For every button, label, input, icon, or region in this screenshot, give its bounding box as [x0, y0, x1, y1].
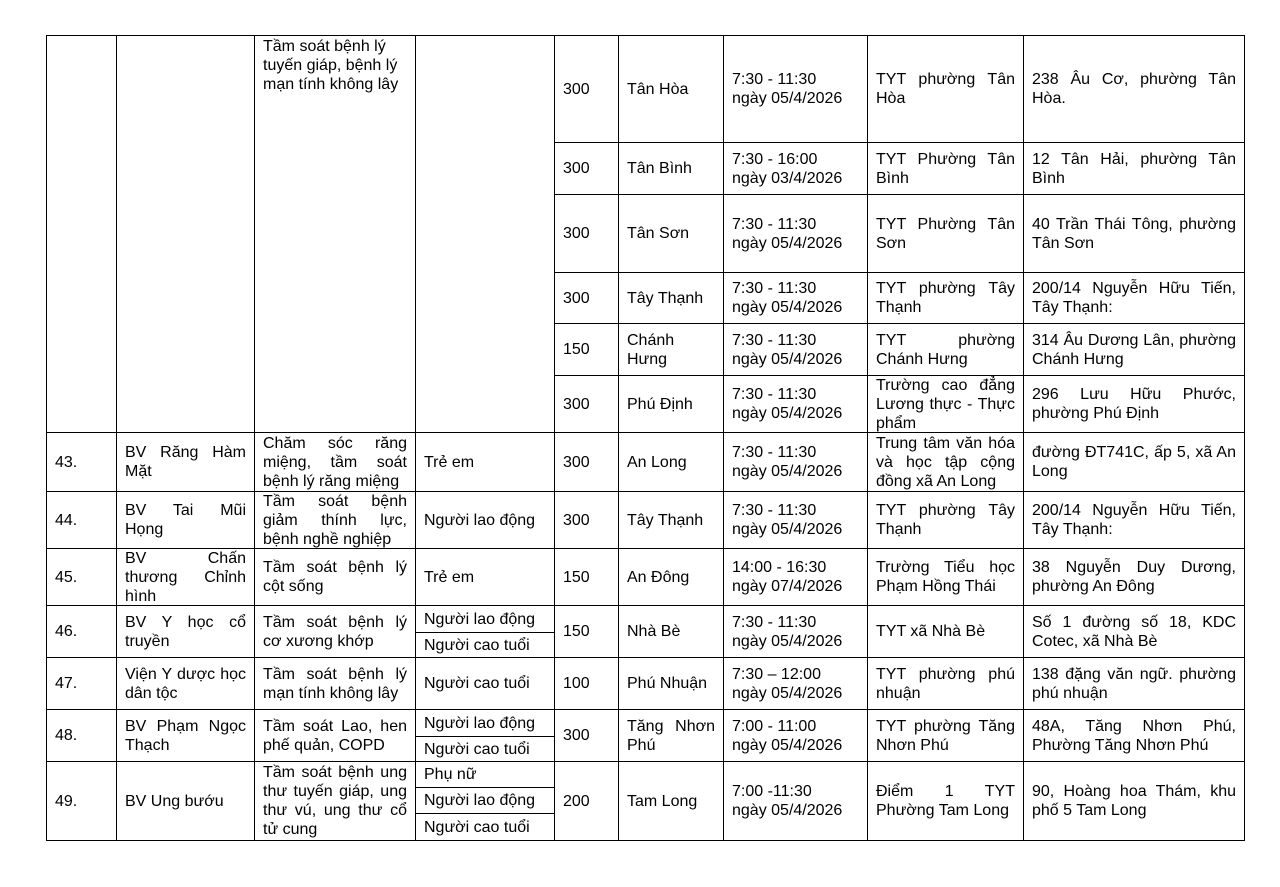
- time-cell-line: 7:30 - 11:30: [732, 280, 817, 297]
- time-cell-line: ngày 05/4/2026: [732, 736, 843, 754]
- target-group-cell-line: Người cao tuổi: [424, 818, 530, 836]
- ward-cell-line: Tăng Nhơn: [627, 717, 715, 735]
- service-cell-line: phế quản, COPD: [263, 736, 385, 754]
- ward-cell: [619, 433, 723, 491]
- unit-cell-line: BV Phạm Ngọc: [125, 717, 246, 735]
- address-cell: [1024, 606, 1244, 657]
- address-cell-line: phường An Đông: [1032, 578, 1155, 595]
- service-cell: [255, 658, 415, 709]
- time-cell-line: 14:00 - 16:30: [732, 559, 827, 576]
- time-cell-line: ngày 05/4/2026: [732, 350, 843, 368]
- address-cell-line: 200/14 Nguyễn Hữu Tiến,: [1032, 502, 1236, 519]
- quantity-cell: [555, 606, 618, 657]
- time-cell: [724, 710, 867, 761]
- row-number-cell-line: 49.: [55, 792, 78, 810]
- ward-cell: [619, 273, 723, 323]
- ward-cell-line: Tây Thạnh: [627, 289, 704, 307]
- time-cell-line: ngày 05/4/2026: [732, 299, 843, 316]
- time-cell-line: ngày 05/4/2026: [732, 405, 843, 422]
- quantity-cell-line: 150: [563, 341, 590, 358]
- place-cell-line: Trường cao đẳng: [876, 376, 1015, 394]
- place-cell: [868, 549, 1023, 605]
- quantity-cell: [555, 549, 618, 605]
- row-number-cell-line: 48.: [55, 727, 78, 744]
- service-cell-line: Tầm soát Lao, hen: [263, 717, 407, 735]
- time-cell: [724, 273, 867, 323]
- time-cell: [724, 606, 867, 657]
- row-number-cell: [47, 710, 116, 761]
- service-cell: [255, 36, 415, 432]
- quantity-cell-line: 300: [563, 511, 590, 529]
- ward-cell: [619, 492, 723, 548]
- quantity-cell: [555, 492, 618, 548]
- time-cell: [724, 143, 867, 194]
- time-cell: [724, 324, 867, 375]
- ward-cell: [619, 143, 723, 194]
- address-cell-line: 238 Âu Cơ, phường Tân: [1032, 71, 1236, 88]
- place-cell-line: TYT phường Tăng: [876, 717, 1015, 735]
- ward-cell-line: An Đông: [627, 568, 690, 586]
- place-cell-line: Chánh Hưng: [876, 350, 968, 368]
- address-cell-line: Chánh Hưng: [1032, 350, 1124, 368]
- unit-cell: [117, 762, 254, 840]
- place-cell-line: TYT Phường Tân: [876, 215, 1015, 233]
- address-cell-line: 40 Trần Thái Tông, phường: [1032, 215, 1236, 233]
- address-cell: [1024, 376, 1244, 432]
- address-cell-line: Tây Thạnh:: [1032, 299, 1113, 316]
- time-cell-line: 7:30 - 11:30: [732, 71, 817, 88]
- time-cell-line: 7:30 - 11:30: [732, 215, 817, 233]
- target-group-cell-line: Trẻ em: [424, 453, 475, 471]
- quantity-cell: [555, 376, 618, 432]
- address-cell: [1024, 273, 1244, 323]
- place-cell-line: TYT phường Tân: [876, 71, 1015, 88]
- ward-cell-line: Hưng: [627, 350, 668, 368]
- quantity-cell-line: 300: [563, 160, 590, 177]
- unit-cell-line: dân tộc: [125, 684, 178, 702]
- place-cell-line: nhuận: [876, 684, 921, 702]
- service-cell-line: Chăm sóc răng: [263, 434, 407, 452]
- service-cell-line: bệnh lý răng miệng: [263, 472, 400, 490]
- time-cell-line: ngày 05/4/2026: [732, 802, 843, 819]
- address-cell-line: Hòa.: [1032, 90, 1066, 107]
- unit-cell: [117, 658, 254, 709]
- service-cell-line: miệng, tầm soát: [263, 453, 407, 471]
- service-cell-line: giảm thính lực,: [263, 511, 407, 529]
- quantity-cell: [555, 433, 618, 491]
- place-cell-line: TYT phường Tây: [876, 502, 1015, 519]
- ward-cell-line: Phú Định: [627, 395, 693, 413]
- address-cell-line: Bình: [1032, 169, 1065, 187]
- place-cell: [868, 492, 1023, 548]
- quantity-cell: [555, 710, 618, 761]
- quantity-cell-line: 200: [563, 792, 590, 810]
- place-cell-line: Lương thực - Thực: [876, 395, 1015, 413]
- ward-cell: [619, 762, 723, 840]
- time-cell-line: ngày 05/4/2026: [732, 90, 843, 107]
- address-cell: [1024, 36, 1244, 142]
- target-group-cell: [416, 788, 554, 813]
- time-cell-line: ngày 05/4/2026: [732, 463, 843, 480]
- target-group-cell: [416, 710, 554, 736]
- place-cell: [868, 658, 1023, 709]
- ward-cell-line: Chánh: [627, 331, 675, 349]
- time-cell: [724, 492, 867, 548]
- time-cell-line: 7:30 – 12:00: [732, 665, 821, 683]
- unit-cell: [117, 710, 254, 761]
- unit-cell: [117, 606, 254, 657]
- place-cell-line: Thạnh: [876, 521, 922, 538]
- place-cell: [868, 606, 1023, 657]
- place-cell: [868, 36, 1023, 142]
- address-cell: [1024, 549, 1244, 605]
- address-cell-line: phường Phú Định: [1032, 405, 1160, 422]
- time-cell: [724, 549, 867, 605]
- time-cell-line: ngày 05/4/2026: [732, 234, 843, 252]
- time-cell-line: ngày 05/4/2026: [732, 684, 843, 702]
- place-cell: [868, 433, 1023, 491]
- ward-cell-line: Nhà Bè: [627, 623, 681, 640]
- quantity-cell: [555, 324, 618, 375]
- unit-cell-line: BV Y học cổ: [125, 613, 246, 631]
- place-cell: [868, 273, 1023, 323]
- address-cell-line: Long: [1032, 463, 1068, 480]
- ward-cell: [619, 710, 723, 761]
- quantity-cell: [555, 273, 618, 323]
- unit-cell-line: hình: [125, 587, 157, 605]
- service-cell-line: thư vú, ung thư cổ: [263, 802, 407, 819]
- target-group-cell-line: Trẻ em: [424, 568, 475, 586]
- quantity-cell: [555, 195, 618, 272]
- quantity-cell-line: 300: [563, 289, 590, 307]
- place-cell: [868, 143, 1023, 194]
- quantity-cell-line: 150: [563, 568, 590, 586]
- ward-cell-line: Tây Thạnh: [627, 511, 704, 529]
- row-number-cell: [47, 549, 116, 605]
- service-cell-line: Tầm soát bệnh lý: [263, 665, 407, 683]
- row-number-cell: [47, 658, 116, 709]
- service-cell: [255, 549, 415, 605]
- target-group-cell: [416, 492, 554, 548]
- target-group-cell-line: Người cao tuổi: [424, 675, 530, 692]
- time-cell-line: ngày 05/4/2026: [732, 632, 843, 650]
- service-cell: [255, 710, 415, 761]
- target-group-cell-line: Người cao tuổi: [424, 740, 530, 758]
- ward-cell: [619, 658, 723, 709]
- service-cell-line: Tầm soát bệnh lý: [263, 559, 407, 576]
- place-cell-line: TYT phường phú: [876, 665, 1015, 683]
- address-cell-line: phú nhuận: [1032, 684, 1108, 702]
- ward-cell: [619, 549, 723, 605]
- address-cell-line: 38 Nguyễn Duy Dương,: [1032, 559, 1236, 576]
- target-group-cell-line: Người cao tuổi: [424, 636, 530, 654]
- unit-cell-line: Viện Y dược học: [125, 665, 246, 683]
- quantity-cell: [555, 36, 618, 142]
- unit-cell-line: BV Chấn: [125, 549, 246, 567]
- place-cell: [868, 195, 1023, 272]
- time-cell-line: 7:30 - 16:00: [732, 150, 818, 168]
- address-cell-line: phố 5 Tam Long: [1032, 802, 1147, 819]
- service-cell-line: Tầm soát bệnh: [263, 492, 407, 510]
- target-group-cell: [416, 737, 554, 761]
- row-number-cell: [47, 492, 116, 548]
- service-cell-line: tử cung: [263, 821, 318, 838]
- service-cell-line: mạn tính không lây: [263, 684, 399, 702]
- service-cell: [255, 492, 415, 548]
- service-cell-line: Tầm soát bệnh lý: [263, 613, 407, 631]
- place-cell-line: Điểm 1 TYT: [876, 783, 1015, 800]
- table-bottom-border: [46, 840, 1245, 841]
- target-group-cell-line: Phụ nữ: [424, 766, 477, 783]
- time-cell-line: 7:00 - 11:00: [732, 717, 817, 735]
- place-cell-line: Trung tâm văn hóa: [876, 434, 1015, 452]
- ward-cell-line: Phú: [627, 736, 656, 754]
- place-cell-line: Trường Tiểu học: [876, 559, 1015, 576]
- target-group-cell: [416, 606, 554, 632]
- row-number-cell-line: 47.: [55, 675, 78, 692]
- time-cell-line: 7:30 - 11:30: [732, 386, 817, 403]
- place-cell-line: Sơn: [876, 234, 907, 252]
- address-cell-line: 200/14 Nguyễn Hữu Tiến,: [1032, 280, 1236, 297]
- ward-cell-line: An Long: [627, 453, 687, 471]
- address-cell-line: 138 đặng văn ngữ. phường: [1032, 665, 1236, 683]
- quantity-cell-line: 300: [563, 727, 590, 744]
- time-cell: [724, 36, 867, 142]
- time-cell-line: 7:30 - 11:30: [732, 444, 817, 461]
- place-cell-line: Hòa: [876, 90, 906, 107]
- address-cell: [1024, 658, 1244, 709]
- address-cell-line: đường ĐT741C, ấp 5, xã An: [1032, 444, 1236, 461]
- ward-cell: [619, 36, 723, 142]
- ward-cell-line: Tân Hòa: [627, 80, 689, 98]
- service-cell-line: cơ xương khớp: [263, 632, 374, 650]
- service-cell-line: Tầm soát bệnh ung: [263, 764, 407, 781]
- quantity-cell-line: 300: [563, 453, 590, 471]
- ward-cell-line: Tân Bình: [627, 160, 692, 177]
- ward-cell-line: Tam Long: [627, 792, 698, 810]
- target-group-cell-line: Người lao động: [424, 714, 536, 732]
- column-divider: [1244, 35, 1245, 841]
- time-cell: [724, 658, 867, 709]
- address-cell-line: 48A, Tăng Nhơn Phú,: [1032, 717, 1236, 735]
- target-group-cell: [416, 814, 554, 840]
- unit-cell: [117, 492, 254, 548]
- place-cell-line: Thạnh: [876, 299, 922, 316]
- service-cell-line: bệnh nghề nghiệp: [263, 530, 392, 548]
- address-cell: [1024, 143, 1244, 194]
- service-cell-line: tuyến giáp, bệnh lý: [263, 57, 398, 74]
- address-cell-line: 12 Tân Hải, phường Tân: [1032, 150, 1236, 168]
- service-cell-line: mạn tính không lây: [263, 76, 399, 93]
- place-cell-line: TYT phường Tây: [876, 280, 1015, 297]
- place-cell-line: Phạm Hồng Thái: [876, 578, 996, 595]
- target-group-cell-line: Người lao động: [424, 792, 536, 809]
- unit-cell-line: Mặt: [125, 463, 152, 480]
- place-cell: [868, 324, 1023, 375]
- time-cell-line: 7:00 -11:30: [732, 783, 812, 800]
- place-cell-line: phẩm: [876, 414, 917, 432]
- target-group-cell-line: Người lao động: [424, 511, 536, 529]
- ward-cell: [619, 376, 723, 432]
- row-number-cell: [47, 606, 116, 657]
- row-number-cell-line: 43.: [55, 453, 78, 471]
- row-number-cell-line: 45.: [55, 568, 78, 586]
- address-cell-line: Cotec, xã Nhà Bè: [1032, 632, 1158, 650]
- address-cell: [1024, 710, 1244, 761]
- service-cell-line: cột sống: [263, 578, 324, 595]
- address-cell: [1024, 762, 1244, 840]
- address-cell-line: Tân Sơn: [1032, 234, 1095, 252]
- quantity-cell-line: 300: [563, 80, 590, 98]
- unit-cell: [117, 433, 254, 491]
- ward-cell-line: Tân Sơn: [627, 225, 690, 242]
- place-cell-line: Phường Tam Long: [876, 802, 1009, 819]
- address-cell-line: 314 Âu Dương Lân, phường: [1032, 331, 1236, 349]
- address-cell: [1024, 195, 1244, 272]
- quantity-cell: [555, 658, 618, 709]
- time-cell-line: 7:30 - 11:30: [732, 502, 817, 519]
- target-group-cell: [416, 658, 554, 709]
- place-cell-line: TYT phường: [876, 331, 1015, 349]
- place-cell-line: TYT xã Nhà Bè: [876, 623, 986, 640]
- target-group-cell: [416, 549, 554, 605]
- address-cell-line: 296 Lưu Hữu Phước,: [1032, 386, 1236, 403]
- time-cell-line: 7:30 - 11:30: [732, 613, 817, 631]
- quantity-cell-line: 150: [563, 623, 590, 640]
- unit-cell: [117, 549, 254, 605]
- quantity-cell: [555, 143, 618, 194]
- service-cell-line: Tầm soát bệnh lý: [263, 38, 386, 55]
- place-cell: [868, 376, 1023, 432]
- target-group-cell-line: Người lao động: [424, 610, 536, 628]
- service-cell: [255, 762, 415, 840]
- time-cell-line: ngày 03/4/2026: [732, 169, 843, 187]
- time-cell-line: 7:30 - 11:30: [732, 331, 817, 349]
- unit-cell-line: BV Tai Mũi: [125, 502, 246, 519]
- target-group-cell: [416, 762, 554, 787]
- service-cell: [255, 433, 415, 491]
- service-cell-line: thư tuyến giáp, ung: [263, 783, 407, 800]
- target-group-cell: [416, 633, 554, 657]
- time-cell-line: ngày 05/4/2026: [732, 521, 843, 538]
- quantity-cell-line: 300: [563, 225, 590, 242]
- schedule-table: [46, 35, 1245, 840]
- ward-cell: [619, 195, 723, 272]
- unit-cell-line: Thạch: [125, 736, 170, 754]
- address-cell-line: 90, Hoàng hoa Thám, khu: [1032, 783, 1236, 800]
- place-cell-line: Bình: [876, 169, 909, 187]
- row-number-cell-line: 46.: [55, 623, 78, 640]
- place-cell-line: TYT Phường Tân: [876, 150, 1015, 168]
- address-cell-line: Tây Thạnh:: [1032, 521, 1113, 538]
- place-cell-line: đồng xã An Long: [876, 472, 997, 490]
- address-cell-line: Phường Tăng Nhơn Phú: [1032, 736, 1209, 754]
- address-cell: [1024, 324, 1244, 375]
- unit-cell-line: Họng: [125, 521, 164, 538]
- address-cell-line: Số 1 đường số 18, KDC: [1032, 613, 1236, 631]
- time-cell: [724, 195, 867, 272]
- quantity-cell: [555, 762, 618, 840]
- ward-cell-line: Phú Nhuận: [627, 675, 708, 692]
- unit-cell-line: thương Chỉnh: [125, 568, 246, 586]
- service-cell: [255, 606, 415, 657]
- place-cell: [868, 710, 1023, 761]
- place-cell-line: và học tập cộng: [876, 453, 1015, 471]
- ward-cell: [619, 606, 723, 657]
- quantity-cell-line: 300: [563, 395, 590, 413]
- target-group-cell: [416, 433, 554, 491]
- row-number-cell: [47, 433, 116, 491]
- address-cell: [1024, 492, 1244, 548]
- unit-cell-line: truyền: [125, 632, 170, 650]
- place-cell: [868, 762, 1023, 840]
- quantity-cell-line: 100: [563, 675, 590, 692]
- row-number-cell-line: 44.: [55, 511, 78, 529]
- row-number-cell: [47, 762, 116, 840]
- place-cell-line: Nhơn Phú: [876, 736, 949, 754]
- time-cell-line: ngày 07/4/2026: [732, 578, 843, 595]
- unit-cell-line: BV Ung bướu: [125, 792, 224, 810]
- time-cell: [724, 762, 867, 840]
- ward-cell: [619, 324, 723, 375]
- time-cell: [724, 376, 867, 432]
- time-cell: [724, 433, 867, 491]
- unit-cell-line: BV Răng Hàm: [125, 444, 246, 461]
- address-cell: [1024, 433, 1244, 491]
